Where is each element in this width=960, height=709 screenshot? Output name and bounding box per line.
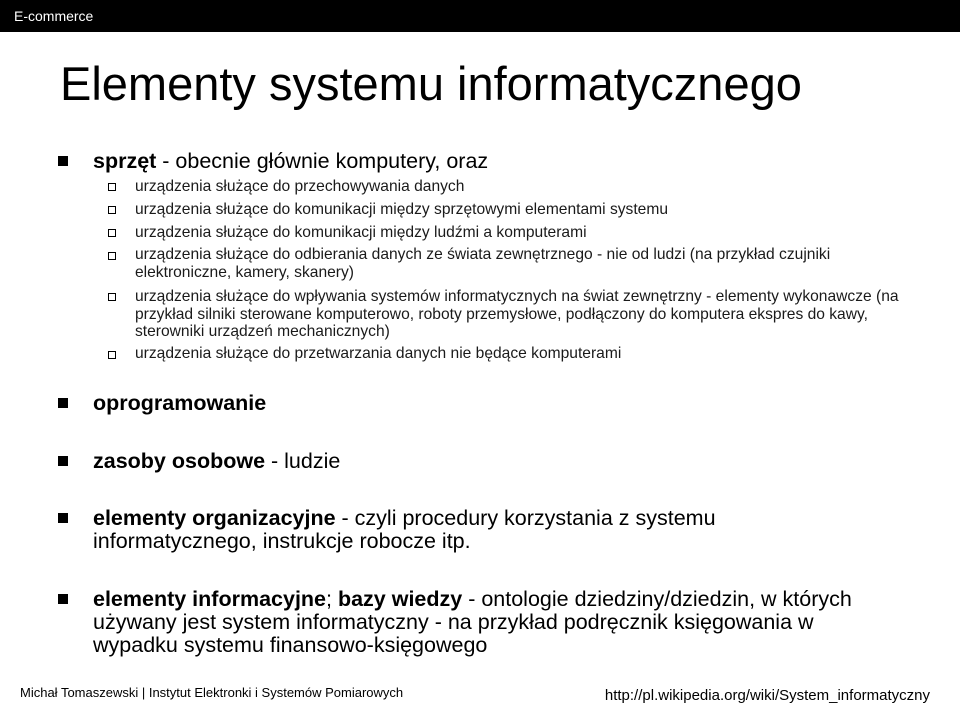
sub-bullet-box-icon — [108, 351, 116, 359]
sub-bullet-box-icon — [108, 252, 116, 260]
sub-item: urządzenia służące do przetwarzania danych nie będące komputerami — [135, 345, 622, 362]
slide-title: Elementy systemu informatycznego — [60, 57, 802, 110]
list-item-people — [93, 450, 893, 473]
bullet-square-icon — [58, 398, 68, 408]
sub-item: urządzenia służące do komunikacji między ludźmi a komputerami — [135, 224, 587, 241]
list-item-hardware — [93, 150, 893, 173]
sub-bullet-box-icon — [108, 206, 116, 214]
header-bar — [0, 0, 960, 32]
term: elementy informacyjne — [93, 587, 327, 611]
separator: ; — [326, 587, 338, 611]
footer-source-link[interactable]: http://pl.wikipedia.org/wiki/System_informatyczny — [604, 687, 930, 704]
bullet-square-icon — [58, 513, 68, 523]
sub-item: urządzenia służące do wpływania systemów informatycznych na świat zewnętrzny - elementy wykonawcze (na przykład silniki sterowane komputerowo, roboty przemysłowe, podłączony do komputera ekspres do kawy, sterowniki urządzeń mechanicznych) — [135, 288, 899, 340]
sub-item: urządzenia służące do odbierania danych ze świata zewnętrznego - nie od ludzi (na przykład czujniki elektroniczne, kamery, skanery) — [135, 246, 831, 281]
list-item-software — [93, 392, 893, 415]
description: - obecnie głównie komputery, oraz — [156, 149, 489, 173]
sub-item: urządzenia służące do komunikacji między sprzętowymi elementami systemu — [135, 201, 668, 218]
sub-bullet-box-icon — [108, 229, 116, 237]
description: - ontologie dziedziny/dziedzin, w których używany jest system informatyczny - na przykład podręcznik księgowania w wypadku systemu finansowo-księgowego — [93, 587, 852, 657]
list-item-informational — [93, 588, 873, 657]
term: elementy organizacyjne — [93, 506, 336, 530]
list-item-organizational — [93, 507, 813, 553]
header-label: E-commerce — [14, 8, 94, 24]
footer-author: Michał Tomaszewski | Instytut Elektronki i Systemów Pomiarowych — [20, 685, 404, 700]
term: zasoby osobowe — [93, 449, 266, 473]
bullet-square-icon — [58, 594, 68, 604]
sub-bullet-box-icon — [108, 183, 116, 191]
term: sprzęt — [93, 149, 157, 173]
description: - czyli procedury korzystania z systemu informatycznego, instrukcje robocze itp. — [93, 506, 716, 553]
sub-item: urządzenia służące do przechowywania danych — [135, 178, 465, 195]
sub-bullet-box-icon — [108, 293, 116, 301]
description: - ludzie — [265, 449, 341, 473]
term-2: bazy wiedzy — [337, 587, 463, 611]
bullet-square-icon — [58, 456, 68, 466]
term: oprogramowanie — [93, 391, 267, 415]
bullet-square-icon — [58, 156, 68, 166]
